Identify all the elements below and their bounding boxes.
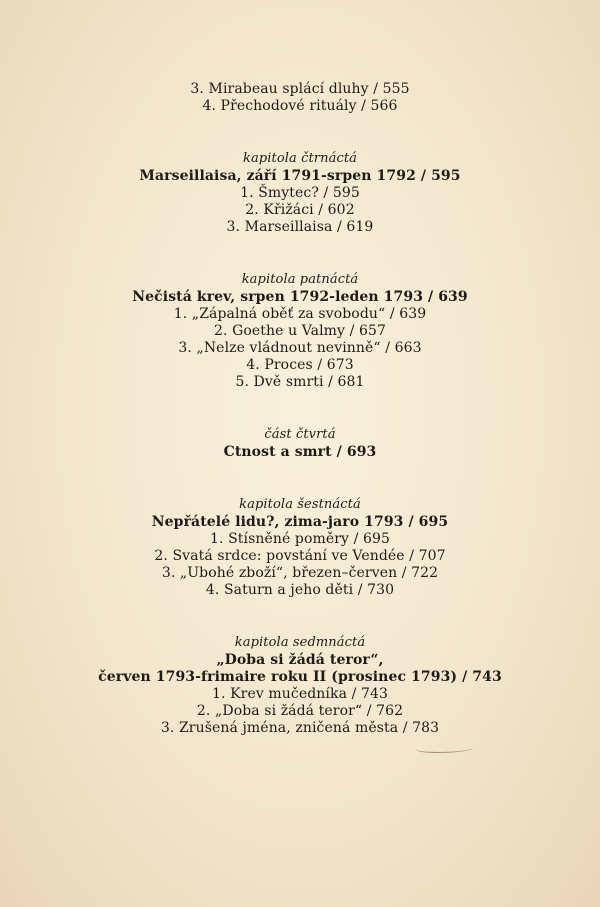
toc-entry: 4. Proces / 673 bbox=[246, 357, 354, 373]
toc-entry: 5. Dvě smrti / 681 bbox=[235, 374, 365, 390]
part-title: Ctnost a smrt / 693 bbox=[223, 444, 377, 460]
chapter-title: „Doba si žádá teror“, bbox=[216, 652, 384, 668]
part-label: část čtvrtá bbox=[264, 427, 336, 442]
toc-entry: 1. „Zápalná oběť za svobodu“ / 639 bbox=[173, 306, 427, 322]
pencil-mark bbox=[415, 744, 473, 753]
toc-entry: 1. Krev mučedníka / 743 bbox=[212, 686, 388, 702]
toc-entry: 1. Šmytec? / 595 bbox=[240, 185, 360, 201]
toc-entry: 4. Přechodové rituály / 566 bbox=[202, 98, 398, 114]
toc-entry: 3. Mirabeau splácí dluhy / 555 bbox=[190, 81, 410, 97]
toc-entry: 3. Marseillaisa / 619 bbox=[226, 219, 374, 235]
chapter-title: Marseillaisa, září 1791-srpen 1792 / 595 bbox=[139, 168, 461, 184]
chapter-label: kapitola šestnáctá bbox=[239, 497, 361, 512]
chapter-title: červen 1793-frimaire roku II (prosinec 1793) / 743 bbox=[98, 669, 502, 685]
toc-entry: 3. Zrušená jména, zničená města / 783 bbox=[160, 720, 440, 736]
chapter-label: kapitola čtrnáctá bbox=[243, 151, 357, 166]
toc-entry: 2. „Doba si žádá teror“ / 762 bbox=[196, 703, 404, 719]
chapter-label: kapitola patnáctá bbox=[241, 272, 359, 287]
chapter-title: Nepřátelé lidu?, zima-jaro 1793 / 695 bbox=[151, 514, 449, 530]
toc-entry: 3. „Nelze vládnout nevinně“ / 663 bbox=[178, 340, 422, 356]
chapter-title: Nečistá krev, srpen 1792-leden 1793 / 639 bbox=[132, 289, 468, 305]
toc-entry: 4. Saturn a jeho děti / 730 bbox=[205, 582, 395, 598]
toc-entry: 2. Křižáci / 602 bbox=[245, 202, 355, 218]
chapter-label: kapitola sedmnáctá bbox=[234, 635, 366, 650]
toc-entry: 3. „Ubohé zboží“, březen–červen / 722 bbox=[161, 565, 439, 581]
toc-entry: 1. Stísněné poměry / 695 bbox=[209, 531, 391, 547]
toc-entry: 2. Goethe u Valmy / 657 bbox=[213, 323, 387, 339]
toc-entry: 2. Svatá srdce: povstání ve Vendée / 707 bbox=[154, 548, 446, 564]
